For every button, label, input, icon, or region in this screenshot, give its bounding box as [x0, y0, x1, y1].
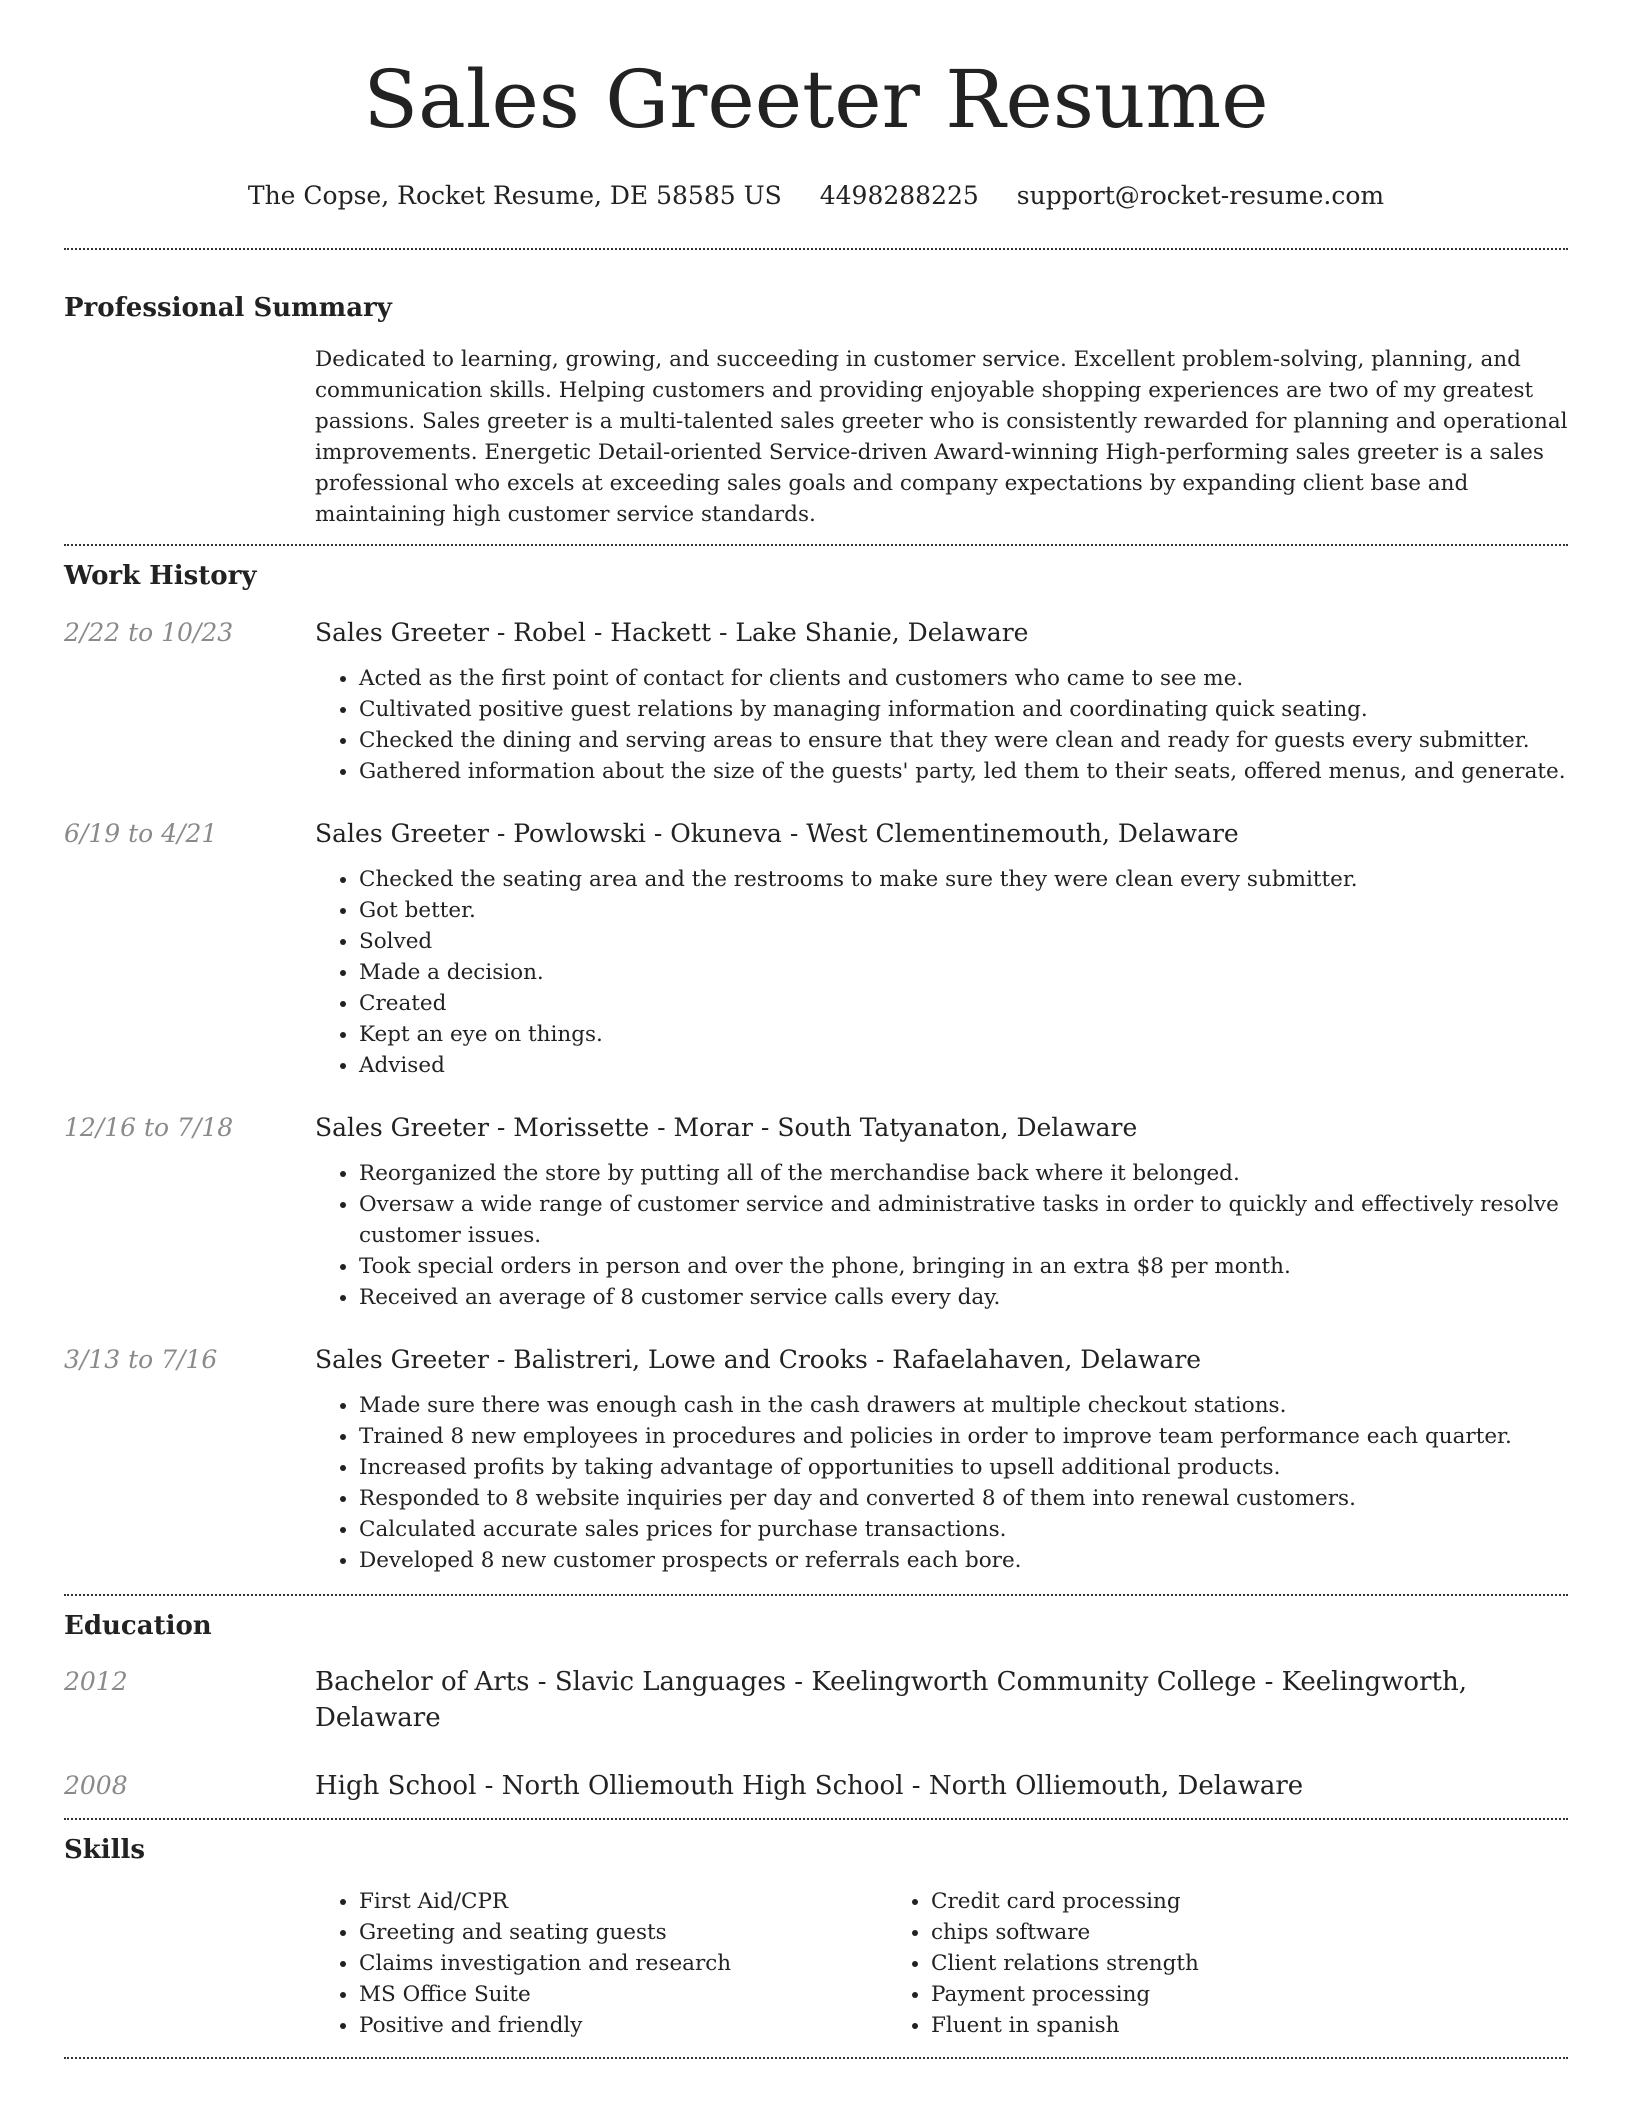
section-heading-education: Education — [64, 1611, 212, 1641]
job-bullets — [315, 864, 1568, 1081]
job-bullet: • Made a decision. — [359, 957, 1568, 988]
skills-columns — [315, 1886, 1568, 2057]
job-bullets — [315, 1390, 1568, 1576]
job-bullet: • Developed 8 new customer prospects or referrals each bore. — [359, 1545, 1568, 1576]
job-bullets — [315, 1158, 1568, 1313]
skill-item: • chips software — [931, 1917, 1459, 1948]
section-divider — [64, 2057, 1568, 2059]
skill-item: • Payment processing — [931, 1979, 1459, 2010]
skill-item: • MS Office Suite — [359, 1979, 887, 2010]
work-history-section — [64, 546, 1568, 1594]
job-bullet: • Acted as the first point of contact for clients and customers who came to see me. — [359, 663, 1568, 694]
education-entry — [64, 1768, 1568, 1804]
education-section — [64, 1596, 1568, 1818]
job-entry — [64, 816, 1568, 1081]
skill-item: • Greeting and seating guests — [359, 1917, 887, 1948]
contact-line — [64, 178, 1568, 214]
education-date: 2012 — [64, 1667, 128, 1696]
job-entry — [64, 1342, 1568, 1576]
contact-address: The Copse, Rocket Resume, DE 58585 US — [247, 181, 782, 210]
summary-text: Dedicated to learning, growing, and succeeding in customer service. Excellent problem-solving, planning, and communication skills. Helping customers and providing enjoyable shopping experiences are two of my greatest passions. Sales greeter is a multi-talented sales greeter who is consistently rewarded for planning and operational improvements. Energetic Detail-oriented Service-driven Award-winning High-performing sales greeter is a sales professional who excels at exceeding sales goals and company expectations by expanding client base and maintaining high customer service standards. — [315, 347, 1568, 527]
job-bullet: • Solved — [359, 926, 1568, 957]
section-heading-work: Work History — [64, 561, 257, 591]
job-bullet: • Made sure there was enough cash in the cash drawers at multiple checkout stations. — [359, 1390, 1568, 1421]
contact-phone: 4498288225 — [819, 181, 979, 210]
job-bullet: • Responded to 8 website inquiries per day and converted 8 of them into renewal customers. — [359, 1483, 1568, 1514]
job-bullet: • Created — [359, 988, 1568, 1019]
job-bullet: • Received an average of 8 customer service calls every day. — [359, 1282, 1568, 1313]
job-bullet: • Took special orders in person and over the phone, bringing in an extra $8 per month. — [359, 1251, 1568, 1282]
skills-section — [64, 1820, 1568, 2057]
job-headline: Sales Greeter - Morissette - Morar - South Tatyanaton, Delaware — [315, 1113, 1138, 1142]
job-bullet: • Got better. — [359, 895, 1568, 926]
skill-item: • Client relations strength — [931, 1948, 1459, 1979]
job-date: 6/19 to 4/21 — [64, 819, 218, 848]
job-entry — [64, 615, 1568, 787]
job-date: 3/13 to 7/16 — [64, 1345, 218, 1374]
skill-item: • Credit card processing — [931, 1886, 1459, 1917]
job-bullet: • Calculated accurate sales prices for purchase transactions. — [359, 1514, 1568, 1545]
job-date: 12/16 to 7/18 — [64, 1113, 234, 1142]
job-headline: Sales Greeter - Powlowski - Okuneva - West Clementinemouth, Delaware — [315, 819, 1239, 848]
job-bullet: • Reorganized the store by putting all of the merchandise back where it belonged. — [359, 1158, 1568, 1189]
section-heading-summary: Professional Summary — [64, 293, 392, 323]
professional-summary-section — [64, 250, 1568, 530]
education-headline: High School - North Olliemouth High School - North Olliemouth, Delaware — [315, 1771, 1304, 1801]
job-entry — [64, 1110, 1568, 1313]
skills-list-right — [887, 1886, 1459, 2041]
skill-item: • First Aid/CPR — [359, 1886, 887, 1917]
education-date: 2008 — [64, 1771, 128, 1800]
job-bullet: • Oversaw a wide range of customer service and administrative tasks in order to quickly and effectively resolve customer issues. — [359, 1189, 1568, 1251]
job-bullet: • Gathered information about the size of the guests' party, led them to their seats, offered menus, and generate. — [359, 756, 1568, 787]
job-bullet: • Advised — [359, 1050, 1568, 1081]
job-bullet: • Checked the seating area and the restrooms to make sure they were clean every submitter. — [359, 864, 1568, 895]
job-bullets — [315, 663, 1568, 787]
skill-item: • Positive and friendly — [359, 2010, 887, 2041]
job-bullet: • Increased profits by taking advantage of opportunities to upsell additional products. — [359, 1452, 1568, 1483]
education-headline: Bachelor of Arts - Slavic Languages - Keelingworth Community College - Keelingworth, Delaware — [315, 1667, 1467, 1733]
section-heading-skills: Skills — [64, 1835, 146, 1865]
job-bullet: • Cultivated positive guest relations by managing information and coordinating quick seating. — [359, 694, 1568, 725]
skill-item: • Claims investigation and research — [359, 1948, 887, 1979]
skills-list-left — [315, 1886, 887, 2041]
skill-item: • Fluent in spanish — [931, 2010, 1459, 2041]
education-entry — [64, 1664, 1568, 1736]
contact-email: support@rocket-resume.com — [1016, 181, 1385, 210]
job-headline: Sales Greeter - Balistreri, Lowe and Crooks - Rafaelahaven, Delaware — [315, 1345, 1202, 1374]
job-bullet: • Trained 8 new employees in procedures and policies in order to improve team performance each quarter. — [359, 1421, 1568, 1452]
job-headline: Sales Greeter - Robel - Hackett - Lake Shanie, Delaware — [315, 618, 1029, 647]
job-bullet: • Checked the dining and serving areas to ensure that they were clean and ready for guests every submitter. — [359, 725, 1568, 756]
resume-title: Sales Greeter Resume — [363, 53, 1269, 146]
job-date: 2/22 to 10/23 — [64, 618, 234, 647]
job-bullet: • Kept an eye on things. — [359, 1019, 1568, 1050]
